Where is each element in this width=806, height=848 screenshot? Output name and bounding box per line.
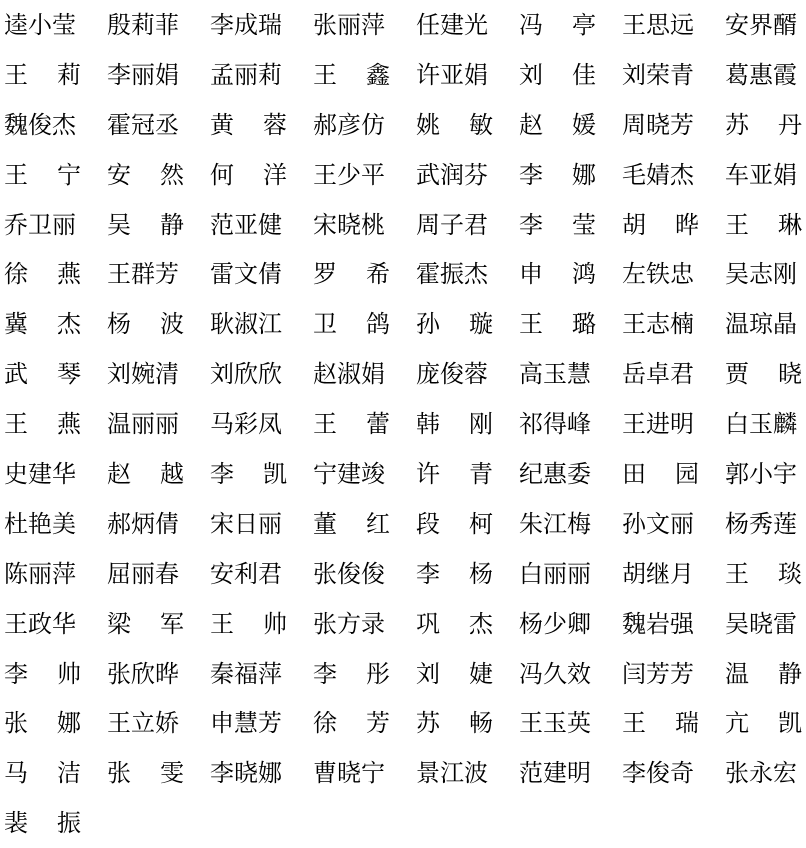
name-cell: 王少平 [313, 160, 385, 189]
name-cell: 何 洋 [210, 160, 287, 189]
name-cell: 范建明 [519, 759, 591, 788]
name-cell: 王 琰 [725, 559, 802, 588]
name-row [4, 599, 806, 649]
name-cell: 杨 波 [107, 310, 184, 339]
name-cell: 王志楠 [622, 310, 694, 339]
name-cell: 李晓娜 [210, 759, 282, 788]
name-cell: 王 燕 [4, 410, 81, 439]
name-cell: 王群芳 [107, 260, 179, 289]
name-row [4, 399, 806, 449]
name-grid [4, 0, 806, 848]
name-cell: 冯久效 [519, 659, 591, 688]
name-cell: 王 蕾 [313, 410, 390, 439]
name-cell: 吴志刚 [725, 260, 797, 289]
name-cell: 王 莉 [4, 60, 81, 89]
name-cell: 刘 婕 [416, 659, 493, 688]
name-cell: 庞俊蓉 [416, 360, 488, 389]
name-cell: 徐 芳 [313, 709, 390, 738]
name-row [4, 150, 806, 200]
name-cell: 罗 希 [313, 260, 390, 289]
name-cell: 孟丽莉 [210, 60, 282, 89]
name-cell: 申 鸿 [519, 260, 596, 289]
name-cell: 左铁忠 [622, 260, 694, 289]
name-cell: 王玉英 [519, 709, 591, 738]
name-cell: 陈丽萍 [4, 559, 76, 588]
name-cell: 王 帅 [210, 609, 287, 638]
name-cell: 白玉麟 [725, 410, 797, 439]
name-cell: 田 园 [622, 459, 699, 488]
name-cell: 张 雯 [107, 759, 184, 788]
name-cell: 岳卓君 [622, 360, 694, 389]
name-cell: 苏 丹 [725, 110, 802, 139]
name-cell: 董 红 [313, 509, 390, 538]
name-cell: 武润芬 [416, 160, 488, 189]
name-cell: 李 娜 [519, 160, 596, 189]
name-cell: 刘婉清 [107, 360, 179, 389]
name-cell: 王 宁 [4, 160, 81, 189]
name-cell: 殷莉菲 [107, 10, 179, 39]
name-cell: 李俊奇 [622, 759, 694, 788]
name-cell: 许 青 [416, 459, 493, 488]
name-cell: 史建华 [4, 459, 76, 488]
name-cell: 杨少卿 [519, 609, 591, 638]
name-row [4, 549, 806, 599]
name-row [4, 698, 806, 748]
name-cell: 王政华 [4, 609, 76, 638]
name-cell: 赵 越 [107, 459, 184, 488]
name-cell: 纪惠委 [519, 459, 591, 488]
name-cell: 李丽娟 [107, 60, 179, 89]
name-cell: 巩 杰 [416, 609, 493, 638]
name-row [4, 499, 806, 549]
name-cell: 韩 刚 [416, 410, 493, 439]
name-cell: 任建光 [416, 10, 488, 39]
name-cell: 许亚娟 [416, 60, 488, 89]
name-cell: 胡 晔 [622, 210, 699, 239]
name-cell: 黄 蓉 [210, 110, 287, 139]
name-cell: 李 彤 [313, 659, 390, 688]
name-cell: 温 静 [725, 659, 802, 688]
name-cell: 郭小宇 [725, 459, 797, 488]
name-cell: 王思远 [622, 10, 694, 39]
name-cell: 段 柯 [416, 509, 493, 538]
name-cell: 武 琴 [4, 360, 81, 389]
name-cell: 张永宏 [725, 759, 797, 788]
name-row [4, 649, 806, 699]
name-cell: 周子君 [416, 210, 488, 239]
name-cell: 李成瑞 [210, 10, 282, 39]
name-row [4, 100, 806, 150]
name-cell: 毛婧杰 [622, 160, 694, 189]
name-cell: 朱江梅 [519, 509, 591, 538]
name-row [4, 748, 806, 798]
name-cell: 申慧芳 [210, 709, 282, 738]
name-cell: 张欣晔 [107, 659, 179, 688]
name-cell: 王 璐 [519, 310, 596, 339]
name-cell: 温丽丽 [107, 410, 179, 439]
name-cell: 吴 静 [107, 210, 184, 239]
name-row [4, 449, 806, 499]
name-cell: 安界醑 [725, 10, 797, 39]
name-cell: 车亚娟 [725, 160, 797, 189]
name-cell: 魏岩强 [622, 609, 694, 638]
name-cell: 雷文倩 [210, 260, 282, 289]
name-row [4, 798, 806, 848]
name-cell: 屈丽春 [107, 559, 179, 588]
name-cell: 安利君 [210, 559, 282, 588]
name-cell: 吴晓雷 [725, 609, 797, 638]
name-cell: 王进明 [622, 410, 694, 439]
name-cell: 刘欣欣 [210, 360, 282, 389]
name-cell: 刘荣青 [622, 60, 694, 89]
name-cell: 郝彦仿 [313, 110, 385, 139]
name-row [4, 200, 806, 250]
name-cell: 杨秀莲 [725, 509, 797, 538]
name-cell: 宋日丽 [210, 509, 282, 538]
name-cell: 李 莹 [519, 210, 596, 239]
name-cell: 裴 振 [4, 809, 81, 838]
name-cell: 胡继月 [622, 559, 694, 588]
name-cell: 魏俊杰 [4, 110, 76, 139]
name-cell: 曹晓宁 [313, 759, 385, 788]
name-cell: 高玉慧 [519, 360, 591, 389]
name-cell: 景江波 [416, 759, 488, 788]
name-cell: 王 瑞 [622, 709, 699, 738]
name-cell: 王 琳 [725, 210, 802, 239]
name-row [4, 299, 806, 349]
name-cell: 温琼晶 [725, 310, 797, 339]
name-cell: 葛惠霞 [725, 60, 797, 89]
name-cell: 张俊俊 [313, 559, 385, 588]
name-cell: 郝炳倩 [107, 509, 179, 538]
name-row [4, 50, 806, 100]
name-cell: 霍冠丞 [107, 110, 179, 139]
name-cell: 冯 亭 [519, 10, 596, 39]
name-cell: 宁建竣 [313, 459, 385, 488]
name-cell: 马 洁 [4, 759, 81, 788]
name-row [4, 349, 806, 399]
name-cell: 逵小莹 [4, 10, 76, 39]
name-cell: 张方录 [313, 609, 385, 638]
name-cell: 刘 佳 [519, 60, 596, 89]
name-cell: 宋晓桃 [313, 210, 385, 239]
name-cell: 王立娇 [107, 709, 179, 738]
name-cell: 苏 畅 [416, 709, 493, 738]
name-cell: 赵淑娟 [313, 360, 385, 389]
name-cell: 梁 军 [107, 609, 184, 638]
name-cell: 赵 媛 [519, 110, 596, 139]
name-cell: 卫 鸽 [313, 310, 390, 339]
name-cell: 孙文丽 [622, 509, 694, 538]
name-cell: 闫芳芳 [622, 659, 694, 688]
name-cell: 孙 璇 [416, 310, 493, 339]
name-cell: 周晓芳 [622, 110, 694, 139]
name-row [4, 249, 806, 299]
name-cell: 白丽丽 [519, 559, 591, 588]
name-cell: 杜艳美 [4, 509, 76, 538]
name-cell: 马彩凤 [210, 410, 282, 439]
name-cell: 安 然 [107, 160, 184, 189]
name-cell: 李 杨 [416, 559, 493, 588]
name-cell: 徐 燕 [4, 260, 81, 289]
name-cell: 张 娜 [4, 709, 81, 738]
name-cell: 王 鑫 [313, 60, 390, 89]
name-cell: 秦福萍 [210, 659, 282, 688]
name-row [4, 0, 806, 50]
name-cell: 李 帅 [4, 659, 81, 688]
name-cell: 贾 晓 [725, 360, 802, 389]
name-cell: 张丽萍 [313, 10, 385, 39]
name-cell: 亢 凯 [725, 709, 802, 738]
name-cell: 霍振杰 [416, 260, 488, 289]
name-cell: 冀 杰 [4, 310, 81, 339]
name-cell: 姚 敏 [416, 110, 493, 139]
name-cell: 范亚健 [210, 210, 282, 239]
name-cell: 李 凯 [210, 459, 287, 488]
name-cell: 耿淑江 [210, 310, 282, 339]
name-cell: 乔卫丽 [4, 210, 76, 239]
name-cell: 祁得峰 [519, 410, 591, 439]
